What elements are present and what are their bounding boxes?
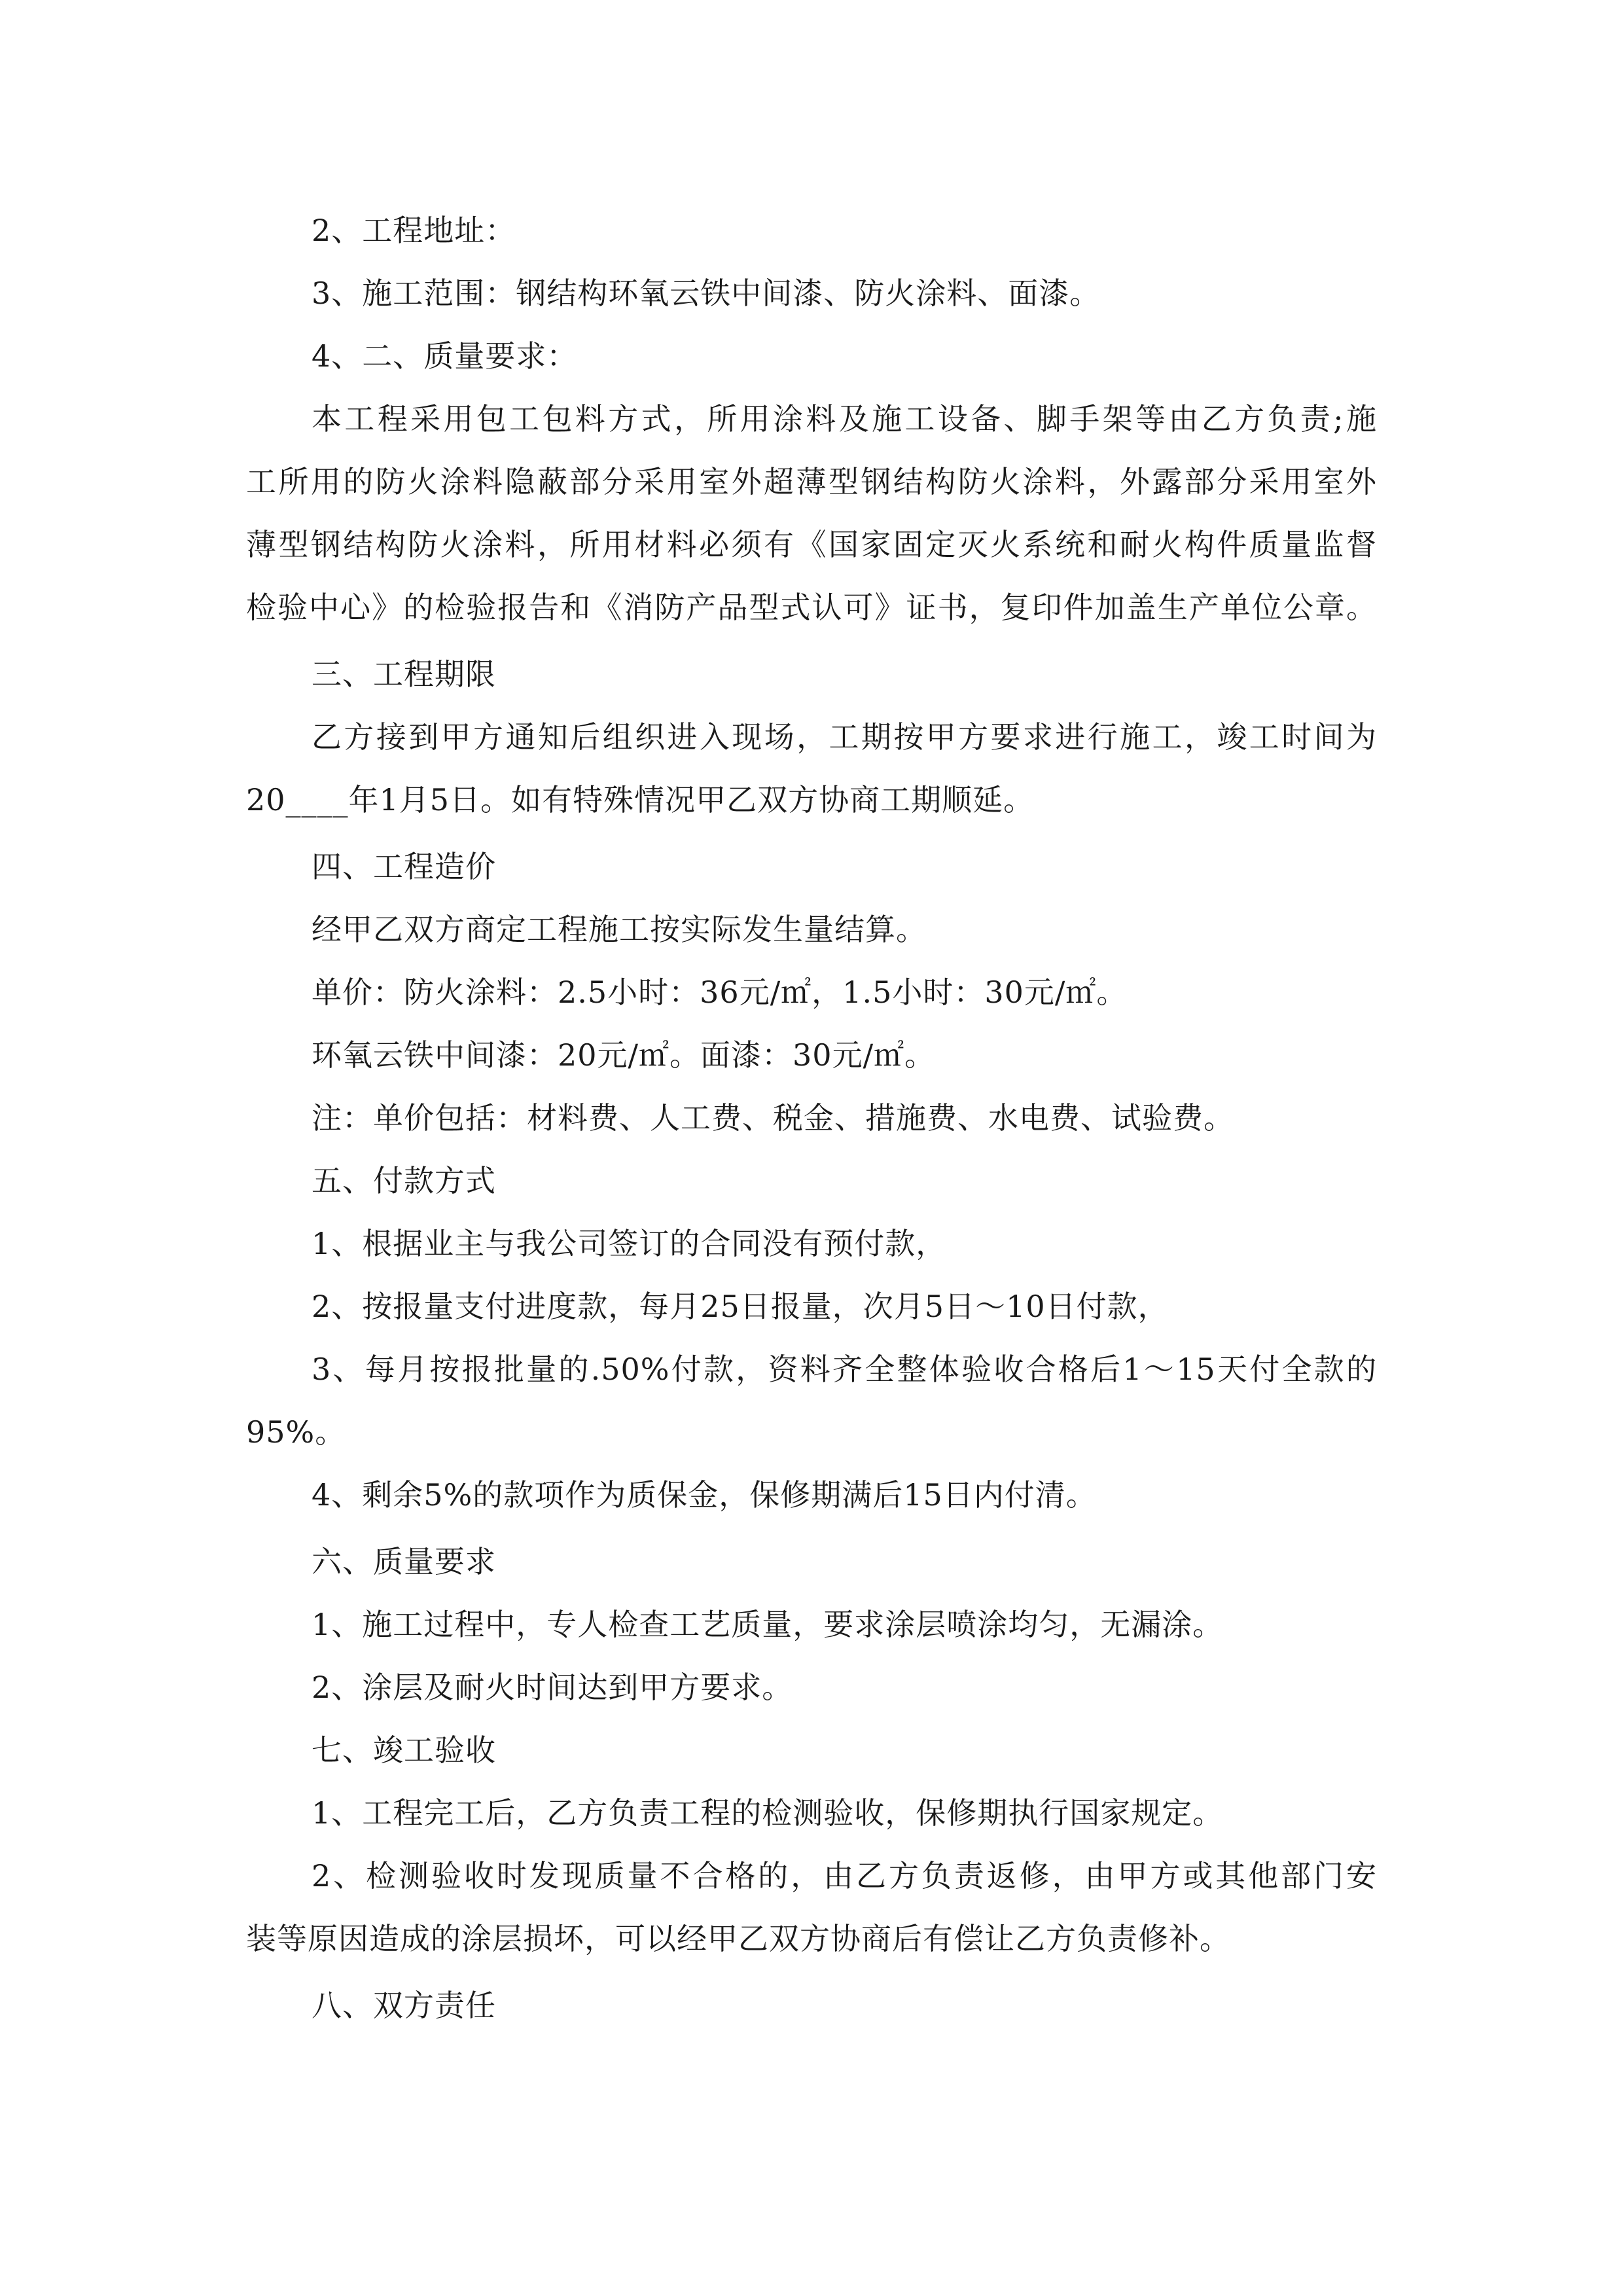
acceptance-clause: 1、工程完工后，乙方负责工程的检测验收，保修期执行国家规定。 [312, 1795, 1224, 1831]
paragraph-line: 薄型钢结构防火涂料，所用材料必须有《国家固定灭火系统和耐火构件质量监督 [246, 527, 1377, 562]
section-heading: 六、质量要求 [312, 1544, 496, 1579]
paragraph-line: 20____年1月5日。如有特殊情况甲乙双方协商工期顺延。 [246, 782, 1035, 817]
payment-clause: 2、按报量支付进度款，每月25日报量，次月5日～10日付款， [312, 1289, 1169, 1324]
payment-clause: 1、根据业主与我公司签订的合同没有预付款， [312, 1226, 947, 1261]
acceptance-clause-continued: 装等原因造成的涂层损坏，可以经甲乙双方协商后有偿让乙方负责修补。 [246, 1921, 1230, 1956]
section-heading: 四、工程造价 [312, 849, 496, 884]
quality-clause: 1、施工过程中，专人检查工艺质量，要求涂层喷涂均匀，无漏涂。 [312, 1607, 1224, 1642]
payment-clause: 4、剩余5%的款项作为质保金，保修期满后15日内付清。 [312, 1477, 1097, 1513]
unit-price-line: 环氧云铁中间漆：20元/㎡。面漆：30元/㎡。 [312, 1037, 936, 1073]
acceptance-clause: 2、检测验收时发现质量不合格的，由乙方负责返修，由甲方或其他部门安 [312, 1858, 1377, 1893]
paragraph-line: 检验中心》的检验报告和《消防产品型式认可》证书，复印件加盖生产单位公章。 [246, 590, 1377, 625]
clause-quality-heading: 4、二、质量要求： [312, 338, 578, 374]
unit-price-line: 单价：防火涂料：2.5小时：36元/㎡，1.5小时：30元/㎡。 [312, 975, 1128, 1010]
paragraph-line: 本工程采用包工包料方式，所用涂料及施工设备、脚手架等由乙方负责;施 [312, 401, 1377, 437]
section-heading: 三、工程期限 [312, 656, 496, 692]
clause-construction-scope: 3、施工范围：钢结构环氧云铁中间漆、防火涂料、面漆。 [312, 276, 1101, 311]
payment-clause: 3、每月按报批量的.50%付款，资料齐全整体验收合格后1～15天付全款的 [312, 1352, 1377, 1387]
paragraph-line: 工所用的防火涂料隐蔽部分采用室外超薄型钢结构防火涂料，外露部分采用室外 [246, 464, 1377, 499]
payment-clause-continued: 95%。 [246, 1414, 346, 1450]
paragraph-line: 经甲乙双方商定工程施工按实际发生量结算。 [312, 912, 927, 947]
quality-clause: 2、涂层及耐火时间达到甲方要求。 [312, 1670, 793, 1705]
section-heading: 八、双方责任 [312, 1988, 496, 2023]
section-heading: 七、竣工验收 [312, 1732, 496, 1768]
section-heading: 五、付款方式 [312, 1163, 496, 1198]
price-note: 注：单价包括：材料费、人工费、税金、措施费、水电费、试验费。 [312, 1100, 1234, 1136]
paragraph-line: 乙方接到甲方通知后组织进入现场，工期按甲方要求进行施工，竣工时间为 [312, 719, 1377, 755]
clause-project-address: 2、工程地址： [312, 213, 516, 248]
